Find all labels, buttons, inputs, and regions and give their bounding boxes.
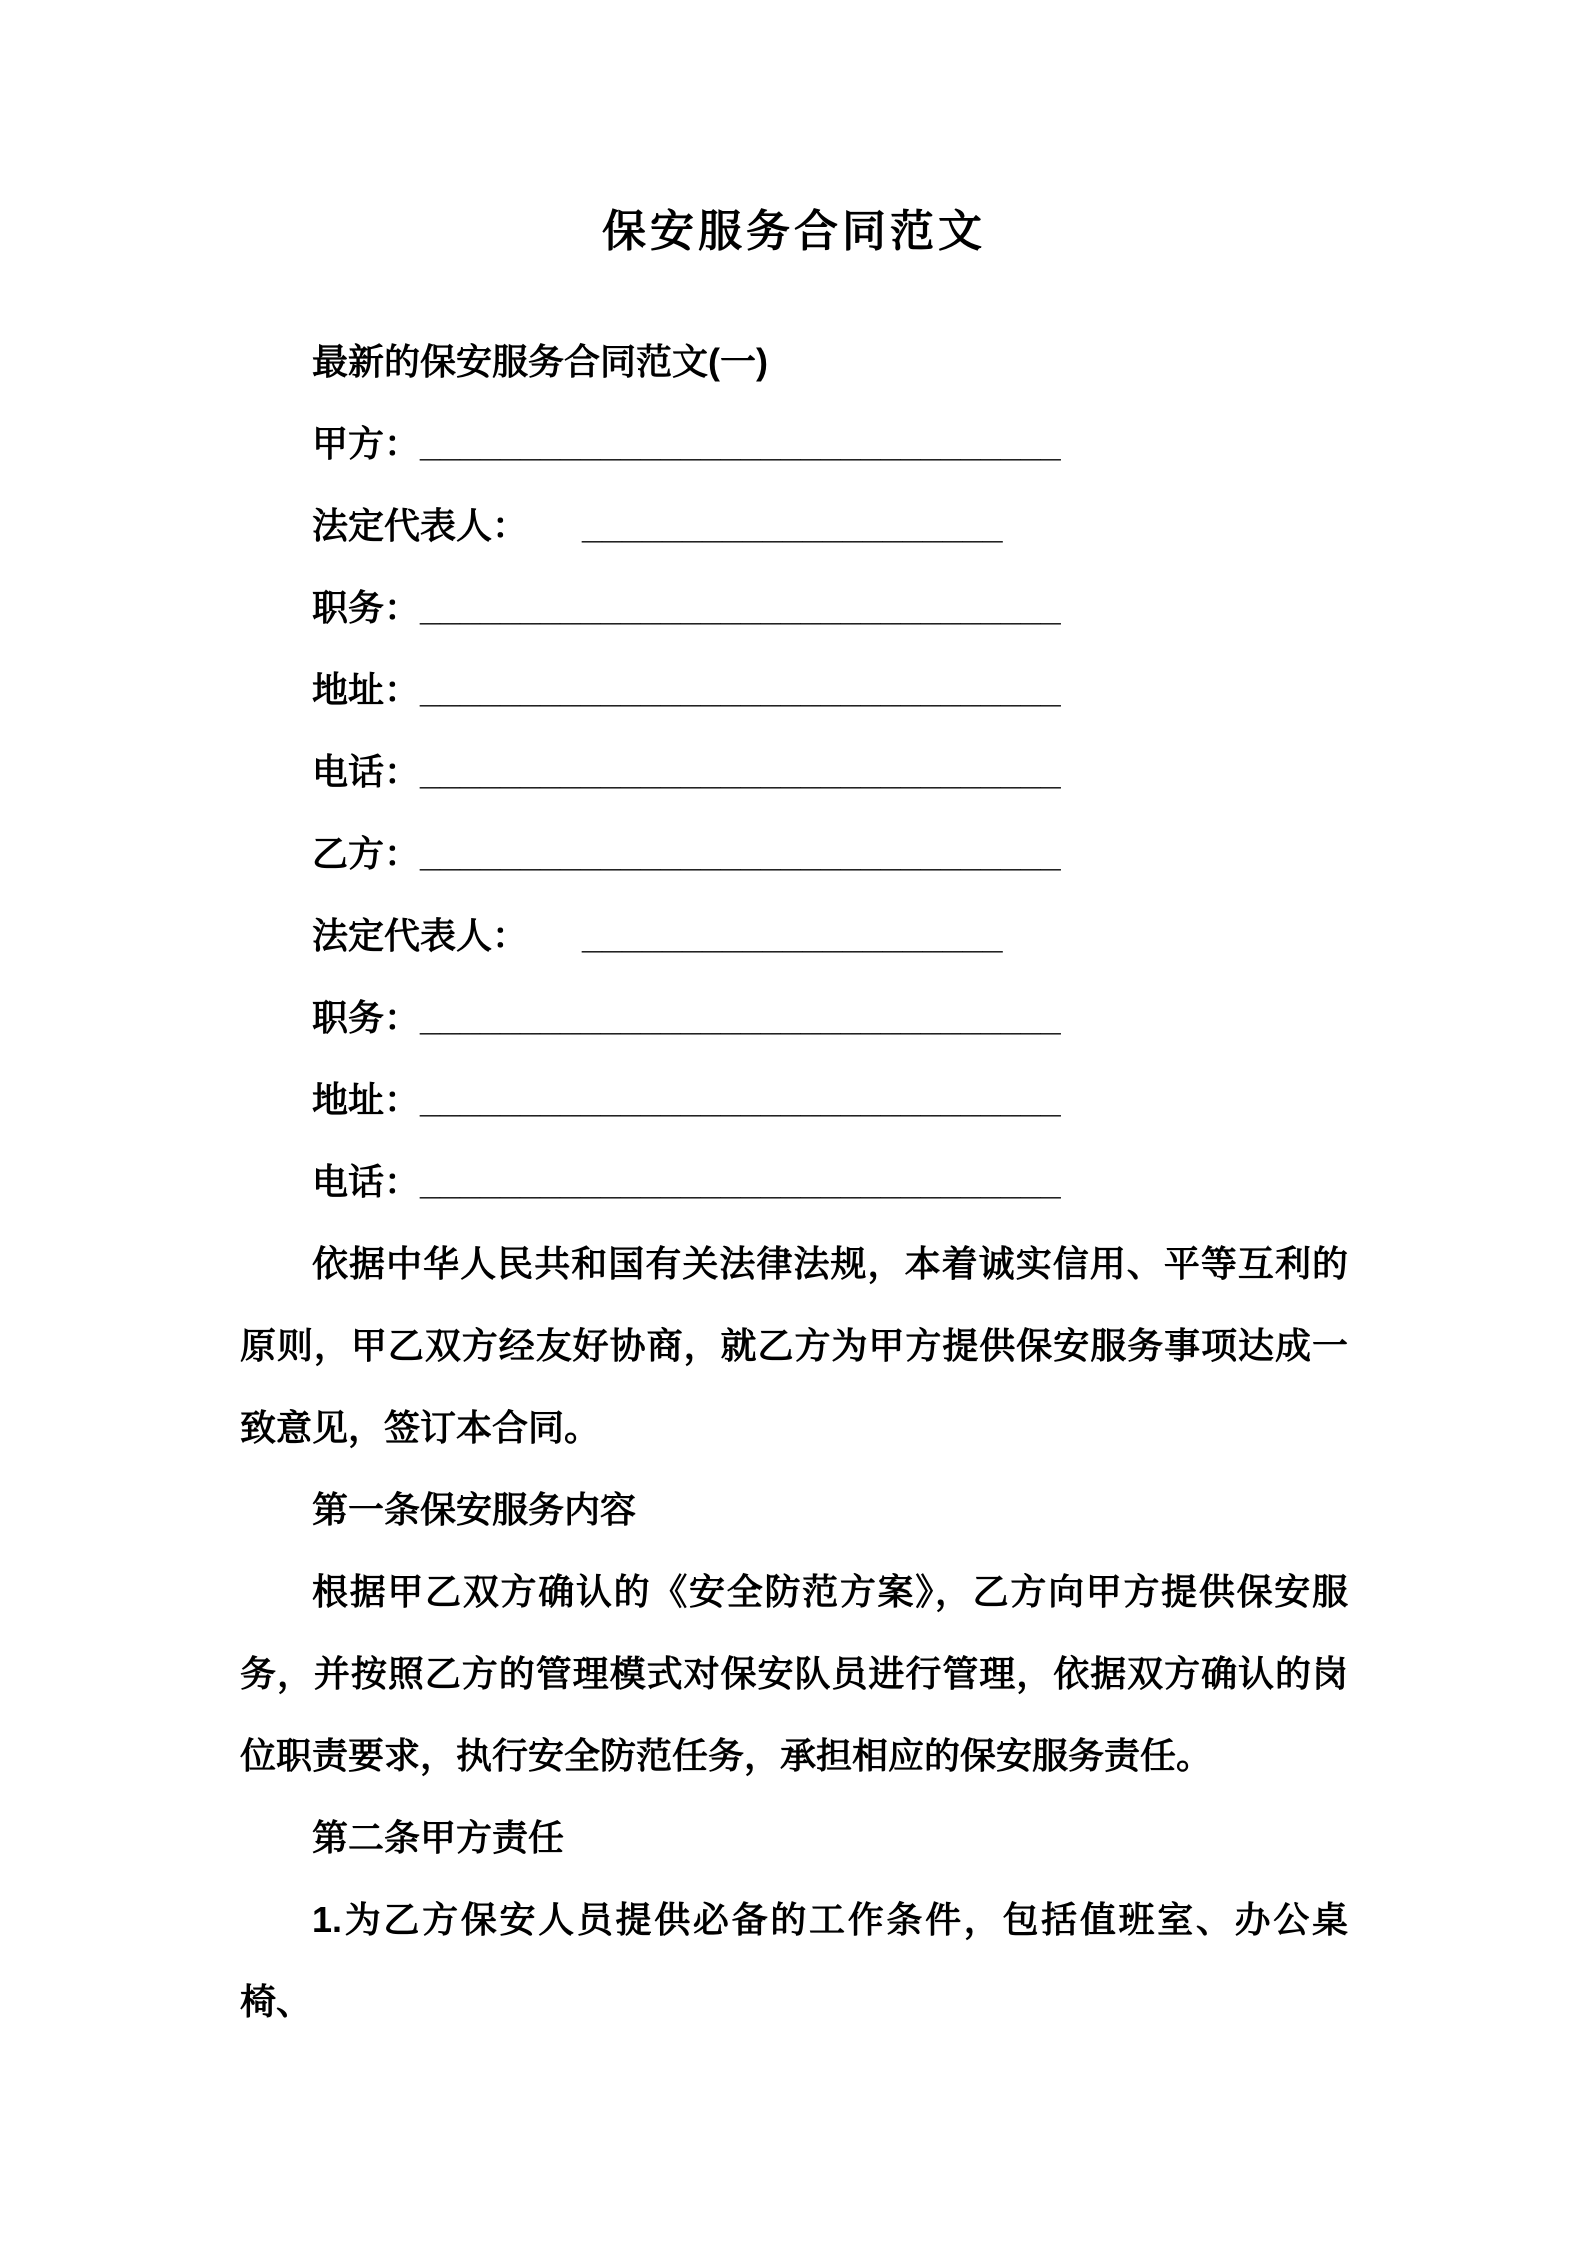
field-blank-line: ________________________________ [420,587,1061,628]
field-row-legal-rep-1 [240,485,1348,567]
section-heading-article-1: 第一条保安服务内容 [312,1489,637,1530]
field-label: 职务： [312,587,421,628]
field-blank-line: ________________________________ [420,1079,1061,1120]
field-label: 法定代表人： [312,915,511,956]
field-label: 甲方： [312,423,421,464]
field-row-position-2 [240,977,1348,1059]
field-blank-line: ________________________________ [420,669,1061,710]
field-row-address-1 [240,649,1348,731]
field-blank-line: ________________________________ [420,751,1061,792]
paragraph-preamble: 依据中华人民共和国有关法律法规，本着诚实信用、平等互利的原则，甲乙双方经友好协商，就乙方为甲方提供保安服务事项达成一致意见，签订本合同。 [240,1243,1348,1448]
field-row-position-1 [240,567,1348,649]
field-row-address-2 [240,1059,1348,1141]
field-row-phone-2 [240,1141,1348,1223]
field-blank-line: ________________________________ [420,997,1061,1038]
field-label: 乙方： [312,833,421,874]
page-title: 保安服务合同范文 [602,207,986,256]
field-blank-line: ________________________________ [420,1161,1061,1202]
field-blank-line: _____________________ [510,915,1003,956]
field-label: 电话： [312,751,421,792]
field-row-legal-rep-2 [240,895,1348,977]
section-heading-article-2: 第二条甲方责任 [312,1817,565,1858]
paragraph-article-2-item-1: 1.为乙方保安人员提供必备的工作条件，包括值班室、办公桌椅、 [240,1899,1348,2022]
field-blank-line: ________________________________ [420,423,1061,464]
field-blank-line: _____________________ [510,505,1003,546]
field-label: 法定代表人： [312,505,511,546]
field-row-yifang [240,813,1348,895]
field-row-jiafang [240,403,1348,485]
field-label: 地址： [312,669,421,710]
field-row-phone-1 [240,731,1348,813]
document-subtitle: 最新的保安服务合同范文(一) [312,341,768,382]
field-label: 地址： [312,1079,421,1120]
field-label: 电话： [312,1161,421,1202]
paragraph-article-1-body: 根据甲乙双方确认的《安全防范方案》，乙方向甲方提供保安服务，并按照乙方的管理模式对保安队员进行管理，依据双方确认的岗位职责要求，执行安全防范任务，承担相应的保安服务责任。 [240,1571,1348,1776]
field-blank-line: ________________________________ [420,833,1061,874]
document-content [0,202,1586,2043]
field-label: 职务： [312,997,421,1038]
